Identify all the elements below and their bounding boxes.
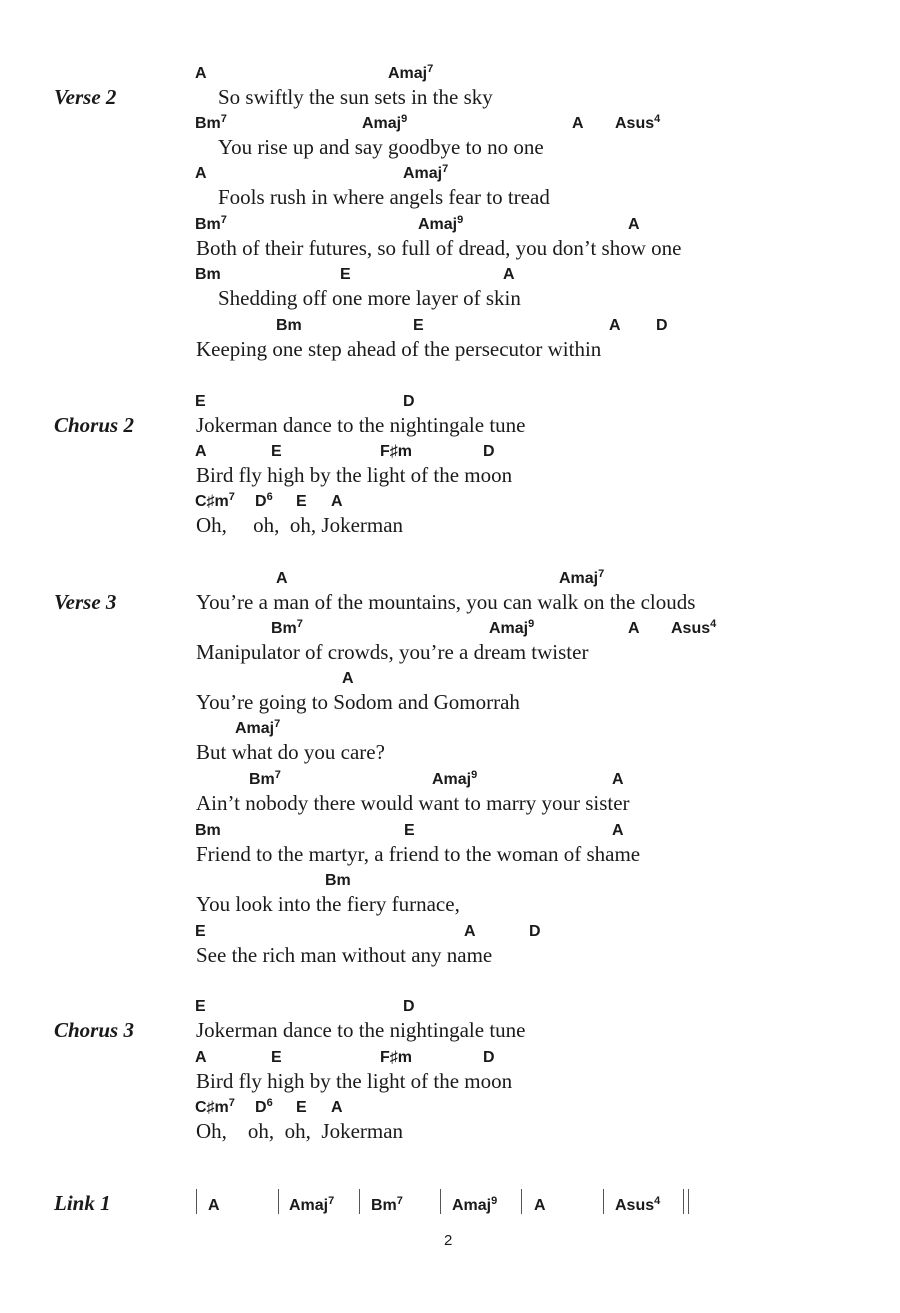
chord-symbol [403,165,448,183]
link-chord [208,1197,220,1215]
chord-symbol [432,771,477,789]
chord-root: A [342,670,354,687]
section-label-verse-2: Verse 2 [54,85,117,109]
chord-extension: 6 [266,1097,273,1109]
chord-root: A [612,822,624,839]
chord-symbol [483,1049,495,1067]
chord-root: A [195,1049,207,1066]
chord-root: A [331,493,343,510]
chord-extension: 9 [528,618,535,630]
chord-symbol [195,1099,235,1117]
chord-extension: 9 [401,113,408,125]
section-label-verse-3: Verse 3 [54,590,117,614]
chord-root: A [628,620,640,637]
chord-symbol [403,393,415,411]
chord-root: A [628,216,640,233]
chord-extension: 4 [654,1195,661,1207]
chord-symbol [255,493,273,511]
chord-root: A [609,317,621,334]
chord-root: E [271,1049,282,1066]
chord-symbol [340,266,351,284]
chord-root: Amaj [235,720,275,737]
chord-root: E [413,317,424,334]
chord-root: Bm [195,266,221,283]
barline [603,1189,604,1214]
chord-root: F♯m [380,443,412,460]
chord-root: C♯m [195,493,229,510]
chord-root: A [195,443,207,460]
section-label-chorus-3: Chorus 3 [54,1018,134,1042]
chord-root: D [403,998,415,1015]
chord-symbol [195,266,221,284]
lyric-line: You’re going to Sodom and Gomorrah [196,690,520,714]
chord-symbol [612,771,624,789]
chord-symbol [296,1099,307,1117]
chord-symbol [380,1049,412,1067]
link-chord [615,1197,660,1215]
chord-symbol [404,822,415,840]
section-label-chorus-2: Chorus 2 [54,413,134,437]
chord-symbol [609,317,621,335]
lyric-line: Oh, oh, oh, Jokerman [196,513,404,537]
chord-root: Bm [195,115,221,132]
chord-root: F♯m [380,1049,412,1066]
barline [521,1189,522,1214]
link-chord [452,1197,497,1215]
chord-root: Asus [615,115,655,132]
chord-extension: 7 [228,1097,235,1109]
chord-symbol [388,65,433,83]
chord-root: Bm [271,620,297,637]
chord-symbol [276,317,302,335]
chord-root: A [208,1197,220,1214]
chord-extension: 7 [274,769,281,781]
lyric-line: So swiftly the sun sets in the sky [218,85,493,109]
chord-symbol [656,317,668,335]
chord-extension: 9 [491,1195,498,1207]
chord-root: D [656,317,668,334]
chord-root: Amaj [418,216,458,233]
lyric-line: Ain’t nobody there would want to marry your sister [196,791,630,815]
chord-root: Bm [249,771,275,788]
chord-symbol [331,1099,343,1117]
chord-symbol [271,620,303,638]
chord-root: E [340,266,351,283]
final-barline [683,1189,684,1214]
barline [359,1189,360,1214]
chord-root: A [612,771,624,788]
chord-root: Amaj [362,115,402,132]
chord-root: A [276,570,288,587]
chord-symbol [195,1049,207,1067]
chord-root: D [403,393,415,410]
chord-symbol [628,216,640,234]
chord-symbol [342,670,354,688]
chord-root: E [404,822,415,839]
chord-root: A [464,923,476,940]
chord-extension: 7 [598,568,605,580]
chord-extension: 7 [442,163,449,175]
chord-symbol [276,570,288,588]
lyric-line: Fools rush in where angels fear to tread [218,185,550,209]
chord-symbol [271,443,282,461]
lyric-line: Bird fly high by the light of the moon [196,463,513,487]
chord-symbol [464,923,476,941]
chord-symbol [331,493,343,511]
chord-symbol [249,771,281,789]
final-barline [688,1189,689,1214]
chord-root: Amaj [489,620,529,637]
chord-root: A [572,115,584,132]
chord-extension: 7 [220,214,227,226]
chord-root: A [195,65,207,82]
chord-root: E [296,493,307,510]
chord-extension: 7 [228,491,235,503]
lyric-line: But what do you care? [196,740,385,764]
chord-extension: 7 [396,1195,403,1207]
chord-root: A [195,165,207,182]
chord-symbol [195,393,206,411]
chord-root: Bm [325,872,351,889]
chord-root: Asus [615,1197,655,1214]
chord-extension: 4 [710,618,717,630]
chord-root: Amaj [559,570,599,587]
chord-root: A [503,266,515,283]
chord-symbol [195,998,206,1016]
lyric-line: Bird fly high by the light of the moon [196,1069,513,1093]
chord-symbol [271,1049,282,1067]
chord-root: E [296,1099,307,1116]
chord-root: Bm [195,822,221,839]
chord-symbol [195,115,227,133]
chord-symbol [615,115,660,133]
barline [278,1189,279,1214]
page-number: 2 [444,1232,453,1249]
chord-symbol [195,216,227,234]
chord-root: E [195,923,206,940]
chord-root: Bm [371,1197,397,1214]
chord-root: A [534,1197,546,1214]
chord-symbol [529,923,541,941]
chord-root: Amaj [403,165,443,182]
chord-root: D [483,443,495,460]
chord-symbol [235,720,280,738]
lyric-line: You rise up and say goodbye to no one [218,135,544,159]
chord-symbol [195,493,235,511]
chord-extension: 9 [457,214,464,226]
chord-extension: 7 [427,63,434,75]
lyric-line: Shedding off one more layer of skin [218,286,521,310]
chord-symbol [325,872,351,890]
chord-extension: 6 [266,491,273,503]
lyric-line: Both of their futures, so full of dread, you don’t show one [196,236,682,260]
chord-symbol [195,165,207,183]
chord-extension: 9 [471,769,478,781]
chord-symbol [572,115,584,133]
lyric-line: You’re a man of the mountains, you can walk on the clouds [196,590,696,614]
chord-symbol [671,620,716,638]
chord-extension: 7 [274,718,281,730]
chord-symbol [559,570,604,588]
chord-root: Amaj [388,65,428,82]
chord-root: Asus [671,620,711,637]
chord-root: C♯m [195,1099,229,1116]
barline [196,1189,197,1214]
chord-extension: 7 [220,113,227,125]
chord-root: Amaj [432,771,472,788]
chord-symbol [403,998,415,1016]
section-label-link-1: Link 1 [54,1191,111,1215]
lyric-line: Jokerman dance to the nightingale tune [196,1018,526,1042]
chord-extension: 4 [654,113,661,125]
chord-symbol [612,822,624,840]
lyric-line: Manipulator of crowds, you’re a dream twister [196,640,589,664]
chord-symbol [489,620,534,638]
chord-root: D [483,1049,495,1066]
link-chord [534,1197,546,1215]
chord-root: Amaj [289,1197,329,1214]
chord-symbol [413,317,424,335]
lyric-line: Friend to the martyr, a friend to the woman of shame [196,842,641,866]
chord-root: D [529,923,541,940]
chord-root: E [195,998,206,1015]
chord-symbol [255,1099,273,1117]
lyric-line: Oh, oh, oh, Jokerman [196,1119,404,1143]
chord-root: D [255,1099,267,1116]
lyric-line: You look into the fiery furnace, [196,892,460,916]
chord-symbol [195,443,207,461]
chord-extension: 7 [296,618,303,630]
chord-symbol [296,493,307,511]
chord-symbol [195,923,206,941]
chord-root: D [255,493,267,510]
chord-root: E [271,443,282,460]
chord-root: E [195,393,206,410]
chord-root: Amaj [452,1197,492,1214]
link-chord [289,1197,334,1215]
chord-root: Bm [195,216,221,233]
chord-root: Bm [276,317,302,334]
chord-symbol [503,266,515,284]
lyric-line: See the rich man without any name [196,943,493,967]
chord-extension: 7 [328,1195,335,1207]
lyric-line: Keeping one step ahead of the persecutor within [196,337,602,361]
chord-symbol [483,443,495,461]
chord-symbol [628,620,640,638]
chord-symbol [380,443,412,461]
chord-symbol [362,115,407,133]
barline [440,1189,441,1214]
chord-root: A [331,1099,343,1116]
chord-symbol [195,65,207,83]
chord-symbol [195,822,221,840]
lyric-line: Jokerman dance to the nightingale tune [196,413,526,437]
chord-symbol [418,216,463,234]
link-chord [371,1197,403,1215]
